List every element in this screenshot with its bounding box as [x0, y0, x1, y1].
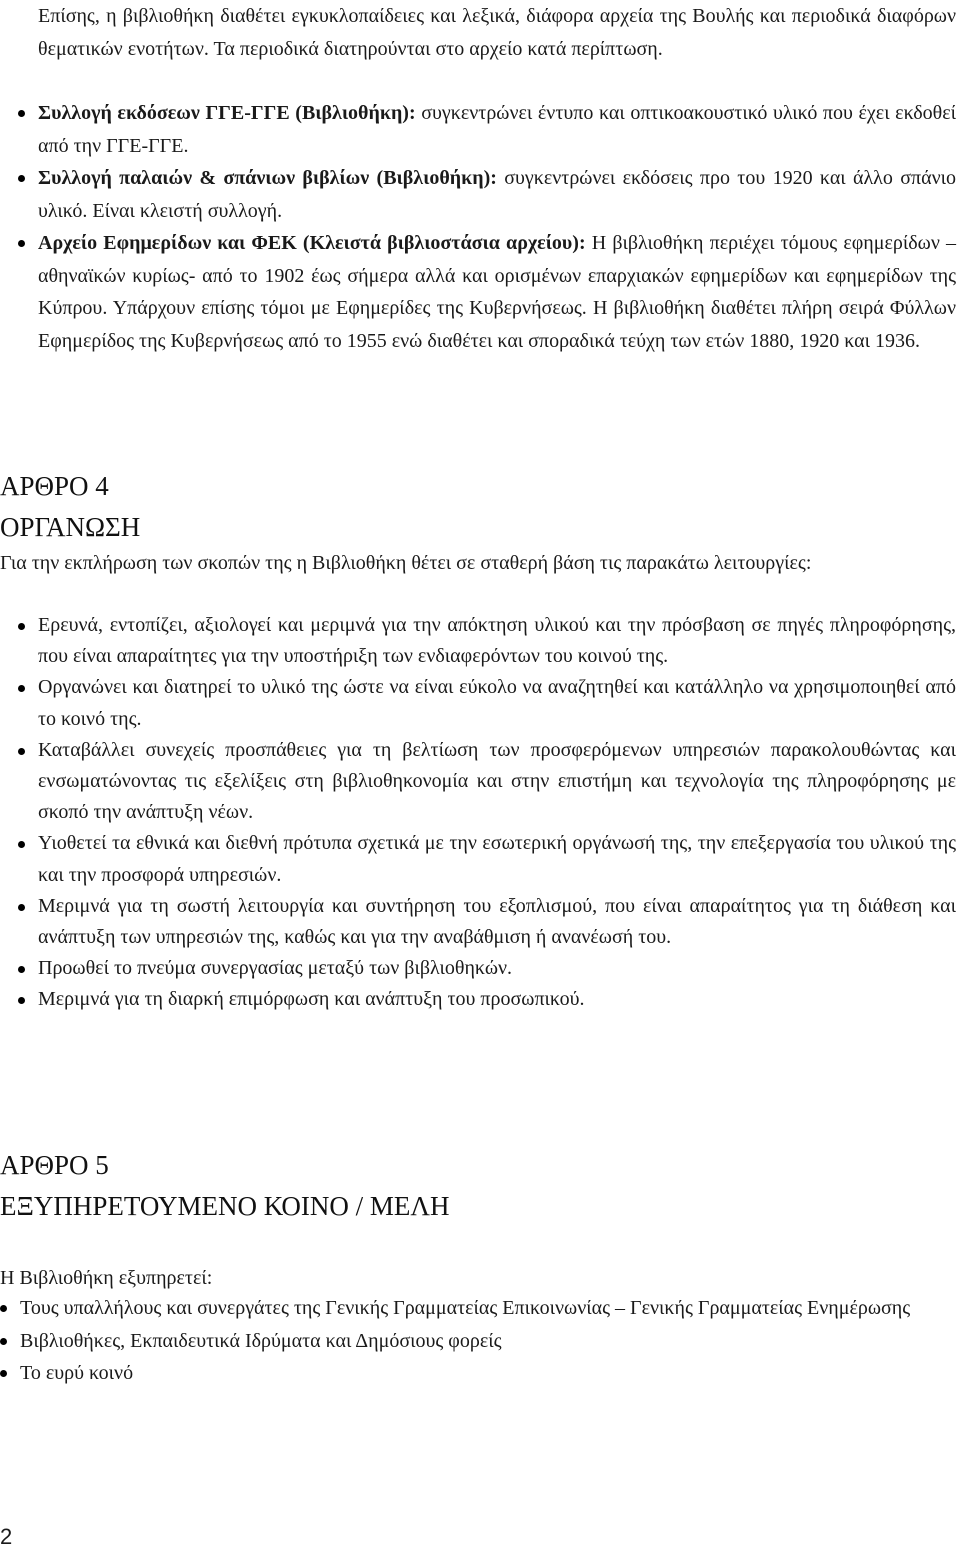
collection-text: συγκεντρώνει εκδόσεις προ του 1920 και άλλο σπάνιο υλικό. Είναι κλειστή συλλογή. [38, 167, 956, 222]
bullet-icon [18, 841, 25, 848]
list-item [38, 828, 956, 890]
list-item [38, 97, 956, 162]
list-item [38, 610, 956, 672]
bullet-icon [18, 685, 25, 692]
list-item-text: Ερευνά, εντοπίζει, αξιολογεί και μεριμνά για την απόκτηση υλικού και την πρόσβαση σε πηγές πληροφόρησης, που είναι απαραίτητες για την υποστήριξη των ενδιαφερόντων του κοινού της. [38, 614, 956, 668]
article4-number: ΑΡΘΡΟ 4 [0, 471, 109, 501]
bullet-icon [0, 1305, 7, 1312]
intro-paragraph: Επίσης, η βιβλιοθήκη διαθέτει εγκυκλοπαίδειες και λεξικά, διάφορα αρχεία της Βουλής και περιοδικά διαφόρων θεματικών ενοτήτων. Τα περιοδικά διατηρούνται στο αρχείο κατά περίπτωση. [38, 5, 956, 60]
list-item-text: Το ευρύ κοινό [20, 1362, 134, 1384]
bullet-icon [0, 1370, 7, 1377]
list-item [38, 984, 956, 1015]
list-item [20, 1325, 956, 1358]
collection-title: Συλλογή παλαιών & σπάνιων βιβλίων (Βιβλιοθήκη): [38, 167, 497, 189]
list-item-text: Προωθεί το πνεύμα συνεργασίας μεταξύ των βιβλιοθηκών. [38, 957, 513, 980]
collection-title: Συλλογή εκδόσεων ΓΓΕ-ΓΓΕ (Βιβλιοθήκη): [38, 102, 416, 124]
list-item [20, 1357, 956, 1390]
list-item [38, 953, 956, 984]
bullet-icon [18, 623, 25, 630]
list-item-text: Μεριμνά για τη σωστή λειτουργία και συντήρηση του εξοπλισμού, που είναι απαραίτητος για τη διάθεση και ανάπτυξη των υπηρεσιών της, καθώς και για την αναβάθμιση ή ανανέωσή του. [38, 894, 956, 949]
bullet-icon [18, 110, 25, 117]
article4-title: ΟΡΓΑΝΩΣΗ [0, 512, 141, 542]
list-item-text: Μεριμνά για τη διαρκή επιμόρφωση και ανάπτυξη του προσωπικού. [38, 988, 585, 1011]
bullet-icon [18, 966, 25, 973]
article4-intro: Για την εκπλήρωση των σκοπών της η Βιβλιοθήκη θέτει σε σταθερή βάση τις παρακάτω λειτουργίες: [0, 552, 812, 574]
article5-title: ΕΞΥΠΗΡΕΤΟΥΜΕΝΟ ΚΟΙΝΟ / ΜΕΛΗ [0, 1191, 450, 1221]
collection-text: Η βιβλιοθήκη περιέχει τόμους εφημερίδων –αθηναϊκών κυρίως- από το 1902 έως σήμερα αλλά και ορισμένων επαρχιακών εφημερίδων και εφημερίδων της Κύπρου. Υπάρχουν επίσης τόμοι με Εφημερίδες της Κυβερνήσεως. Η βιβλιοθήκη διαθέτει πλήρη σειρά Φύλλων Εφημερίδος της Κυβερνήσεως από το 1955 ενώ διαθέτει και σποραδικά τεύχη των ετών 1880, 1920 και 1936. [38, 232, 956, 352]
collection-title: Αρχείο Εφημερίδων και ΦΕΚ (Κλειστά βιβλιοστάσια αρχείου): [38, 232, 586, 254]
bullet-icon [18, 175, 25, 182]
list-item-text: Βιβλιοθήκες, Εκπαιδευτικά Ιδρύματα και Δημόσιους φορείς [20, 1329, 502, 1352]
list-item [38, 162, 956, 227]
article5-intro: Η Βιβλιοθήκη εξυπηρετεί: [0, 1267, 213, 1289]
list-item-text: Υιοθετεί τα εθνικά και διεθνή πρότυπα σχετικά με την εσωτερική οργάνωσή της, την επεξεργασία του υλικού της και την προσφορά υπηρεσιών. [38, 832, 956, 886]
bullet-icon [18, 748, 25, 755]
collection-text: συγκεντρώνει έντυπο και οπτικοακουστικό υλικό που έχει εκδοθεί από την ΓΓΕ-ΓΓΕ. [38, 102, 956, 157]
list-item [38, 891, 956, 953]
bullet-icon [18, 240, 25, 247]
article4-list [38, 610, 956, 1016]
list-item [38, 672, 956, 734]
list-item [38, 227, 956, 357]
list-item [20, 1292, 956, 1325]
article5-number: ΑΡΘΡΟ 5 [0, 1150, 109, 1180]
bullet-icon [18, 997, 25, 1004]
list-item-text: Οργανώνει και διατηρεί το υλικό της ώστε να είναι εύκολο να αναζητηθεί και κατάλληλο να χρησιμοποιηθεί από το κοινό της. [38, 676, 956, 730]
list-item-text: Καταβάλλει συνεχείς προσπάθειες για τη βελτίωση των προσφερόμενων υπηρεσιών παρακολουθώντας και ενσωματώνοντας τις εξελίξεις στη βιβλιοθηκονομία και στην επιστήμη και τεχνολογία της πληροφόρησης με σκοπό την ανάπτυξη νέων. [38, 738, 956, 824]
article5-list [20, 1292, 956, 1390]
bullet-icon [0, 1338, 7, 1345]
bullet-icon [18, 904, 25, 911]
collections-list [38, 97, 956, 357]
list-item-text: Τους υπαλλήλους και συνεργάτες της Γενικής Γραμματείας Επικοινωνίας – Γενικής Γραμματείας Ενημέρωσης [20, 1297, 911, 1319]
page-number: 2 [0, 1524, 13, 1549]
list-item [38, 735, 956, 829]
